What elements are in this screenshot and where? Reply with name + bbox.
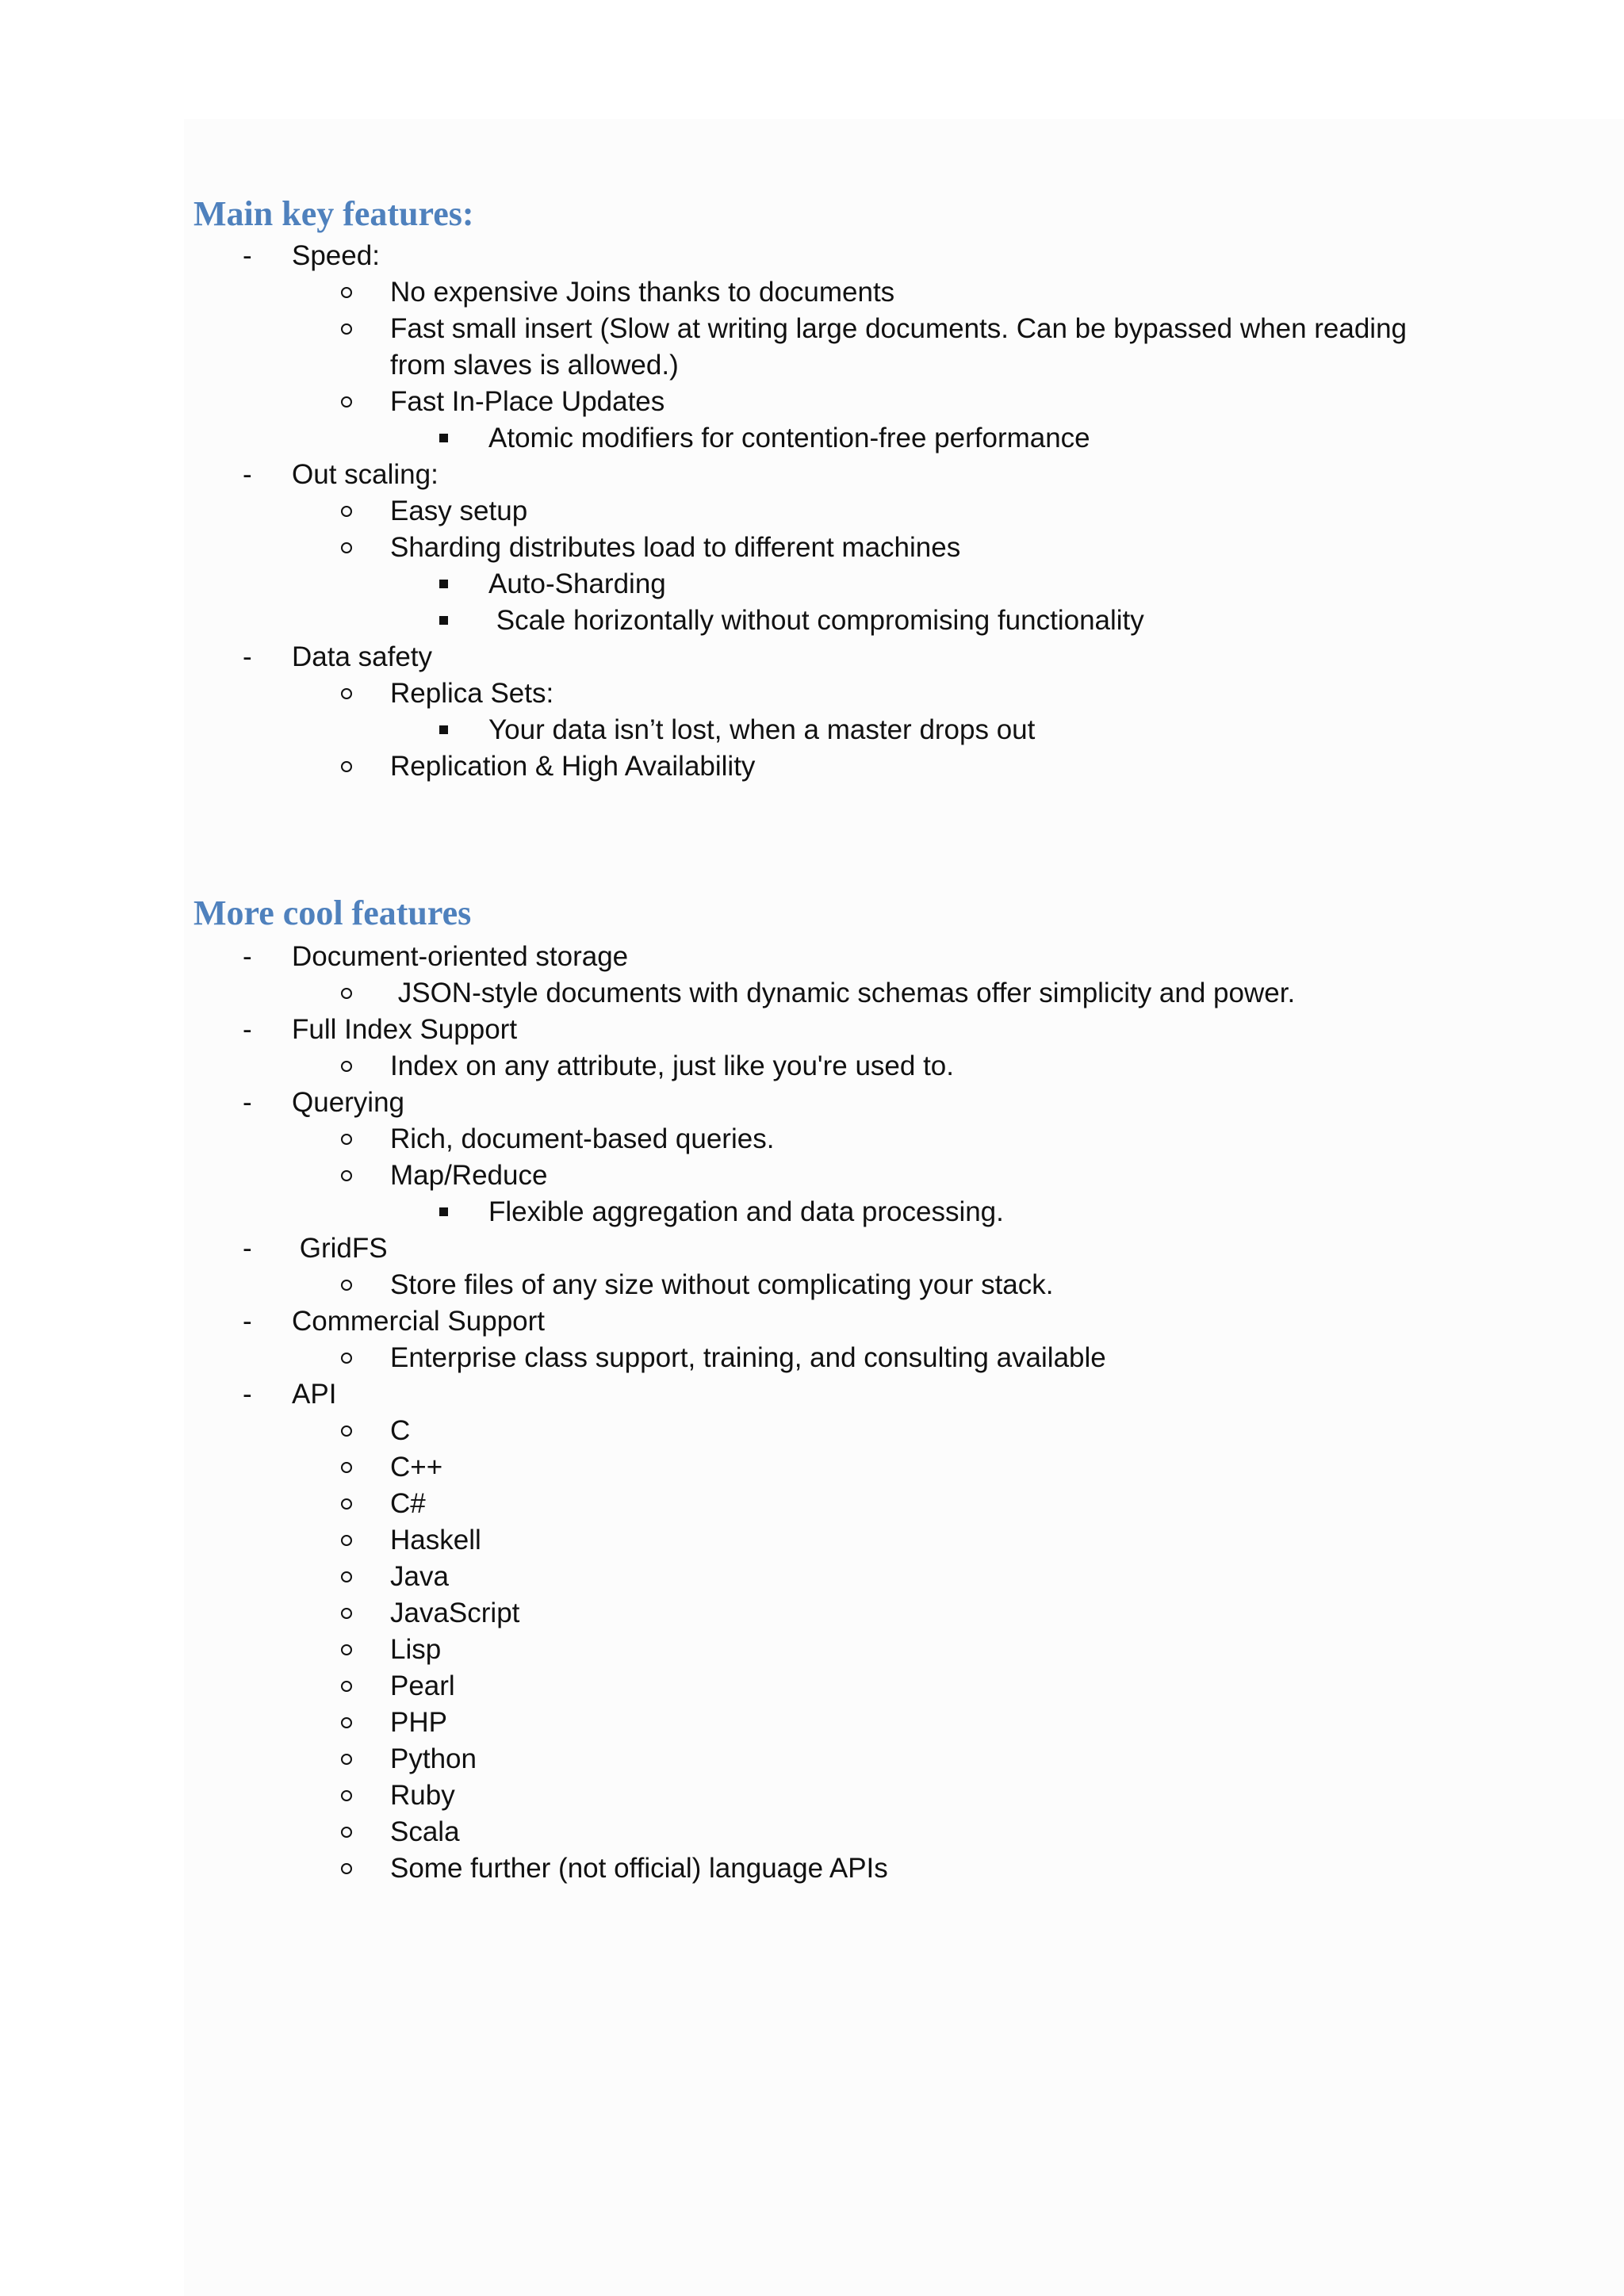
heading-more-cool-features: More cool features (193, 894, 472, 932)
list-item (0, 1522, 1624, 1559)
list-item (0, 457, 1624, 493)
list-item-text: Pearl (390, 1670, 455, 1701)
list-item-text: Commercial Support (292, 1306, 545, 1337)
list-item-text: Document-oriented storage (292, 941, 629, 972)
list-item-text: C (390, 1415, 411, 1446)
circle-bullet-icon (341, 1559, 360, 1595)
circle-bullet-icon (341, 1777, 360, 1814)
list-item (0, 1376, 1624, 1413)
circle-bullet-icon (341, 1668, 360, 1705)
list-item (0, 1303, 1624, 1340)
list-item-text: Full Index Support (292, 1014, 518, 1045)
dash-bullet: - (243, 240, 252, 271)
list-item-text: Replication & High Availability (390, 751, 756, 782)
dash-bullet: - (243, 641, 252, 672)
list-item-text: GridFS (292, 1233, 388, 1264)
list-item (0, 1012, 1624, 1048)
circle-bullet-icon (341, 975, 360, 1012)
list-item-text: C++ (390, 1452, 443, 1483)
circle-bullet-icon (341, 1158, 360, 1194)
list-item-text: Ruby (390, 1780, 455, 1811)
square-bullet-icon (439, 603, 455, 639)
list-item-text: JSON-style documents with dynamic schemas offer simplicity and power. (390, 978, 1296, 1008)
list-item (0, 1595, 1624, 1632)
list-item (0, 1048, 1624, 1085)
square-bullet-icon (439, 712, 455, 748)
list-item-text: API (292, 1379, 337, 1410)
list-item (0, 1850, 1624, 1887)
dash-bullet: - (243, 941, 252, 972)
list-item-text: Fast In-Place Updates (390, 386, 665, 417)
list-item (0, 238, 1624, 274)
circle-bullet-icon (341, 384, 360, 420)
list-item-text: Easy setup (390, 496, 528, 526)
list-item-text: Some further (not official) language APIs (390, 1853, 888, 1884)
list-item (0, 1085, 1624, 1121)
heading-main-key-features: Main key features: (193, 194, 474, 233)
list-item (0, 1486, 1624, 1522)
list-item (0, 712, 1624, 748)
list-item (0, 1777, 1624, 1814)
circle-bullet-icon (341, 1121, 360, 1158)
circle-bullet-icon (341, 1705, 360, 1741)
list-item (0, 1632, 1624, 1668)
dash-bullet: - (243, 1087, 252, 1118)
list-item (0, 1267, 1624, 1303)
circle-bullet-icon (341, 1632, 360, 1668)
circle-bullet-icon (341, 1267, 360, 1303)
list-item (0, 603, 1624, 639)
list-item (0, 530, 1624, 566)
list-item-text: Your data isn’t lost, when a master drops out (488, 714, 1036, 745)
list-item (0, 420, 1624, 457)
list-item-text: Auto-Sharding (488, 568, 666, 599)
list-item-text: C# (390, 1488, 426, 1519)
list-item-text: Speed: (292, 240, 380, 271)
list-item (0, 639, 1624, 675)
list-item-text: Map/Reduce (390, 1160, 548, 1191)
circle-bullet-icon (341, 1814, 360, 1850)
list-item (0, 1158, 1624, 1194)
square-bullet-icon (439, 420, 455, 457)
list-item (0, 1230, 1624, 1267)
dash-bullet: - (243, 1233, 252, 1264)
circle-bullet-icon (341, 1486, 360, 1522)
list-item-text: Python (390, 1743, 477, 1774)
list-item-text: Out scaling: (292, 459, 439, 490)
list-item (0, 274, 1624, 311)
list-item-text: Flexible aggregation and data processing. (488, 1196, 1004, 1227)
list-item-text: Querying (292, 1087, 405, 1118)
list-item (0, 1340, 1624, 1376)
list-item (0, 311, 1624, 384)
list-item-text: Store files of any size without complicating your stack. (390, 1269, 1054, 1300)
list-item-text: No expensive Joins thanks to documents (390, 277, 895, 308)
list-item-text: Data safety (292, 641, 433, 672)
circle-bullet-icon (341, 311, 360, 347)
list-item-text: Sharding distributes load to different machines (390, 532, 961, 563)
circle-bullet-icon (341, 1413, 360, 1449)
circle-bullet-icon (341, 493, 360, 530)
list-item (0, 493, 1624, 530)
list-item (0, 748, 1624, 785)
list-item (0, 975, 1624, 1012)
list-item (0, 675, 1624, 712)
circle-bullet-icon (341, 530, 360, 566)
circle-bullet-icon (341, 748, 360, 785)
circle-bullet-icon (341, 1741, 360, 1777)
circle-bullet-icon (341, 1850, 360, 1887)
list-item-text: Java (390, 1561, 449, 1592)
circle-bullet-icon (341, 1595, 360, 1632)
list-item (0, 1194, 1624, 1230)
circle-bullet-icon (341, 675, 360, 712)
circle-bullet-icon (341, 1522, 360, 1559)
list-item (0, 1741, 1624, 1777)
list-item (0, 939, 1624, 975)
dash-bullet: - (243, 1379, 252, 1410)
dash-bullet: - (243, 1014, 252, 1045)
list-item-text: JavaScript (390, 1598, 520, 1628)
list-item (0, 566, 1624, 603)
circle-bullet-icon (341, 1449, 360, 1486)
square-bullet-icon (439, 566, 455, 603)
list-item (0, 1413, 1624, 1449)
list-item (0, 384, 1624, 420)
list-item-text: Enterprise class support, training, and consulting available (390, 1342, 1106, 1373)
list-item-text: Fast small insert (Slow at writing large documents. Can be bypassed when reading from slaves is allowed.) (390, 313, 1408, 381)
circle-bullet-icon (341, 1048, 360, 1085)
list-item (0, 1559, 1624, 1595)
list-item (0, 1668, 1624, 1705)
list-item (0, 1705, 1624, 1741)
more-features-list (0, 939, 1624, 1887)
square-bullet-icon (439, 1194, 455, 1230)
list-item-text: Atomic modifiers for contention-free performance (488, 423, 1090, 453)
dash-bullet: - (243, 459, 252, 490)
list-item-text: Scala (390, 1816, 460, 1847)
list-item (0, 1449, 1624, 1486)
list-item-text: Index on any attribute, just like you're used to. (390, 1050, 954, 1081)
list-item-text: Replica Sets: (390, 678, 554, 709)
list-item-text: PHP (390, 1707, 447, 1738)
circle-bullet-icon (341, 274, 360, 311)
main-features-list (0, 238, 1624, 785)
list-item-text: Scale horizontally without compromising functionality (488, 605, 1144, 636)
dash-bullet: - (243, 1306, 252, 1337)
list-item-text: Rich, document-based queries. (390, 1123, 775, 1154)
list-item-text: Haskell (390, 1525, 481, 1556)
circle-bullet-icon (341, 1340, 360, 1376)
list-item (0, 1814, 1624, 1850)
list-item-text: Lisp (390, 1634, 442, 1665)
list-item (0, 1121, 1624, 1158)
